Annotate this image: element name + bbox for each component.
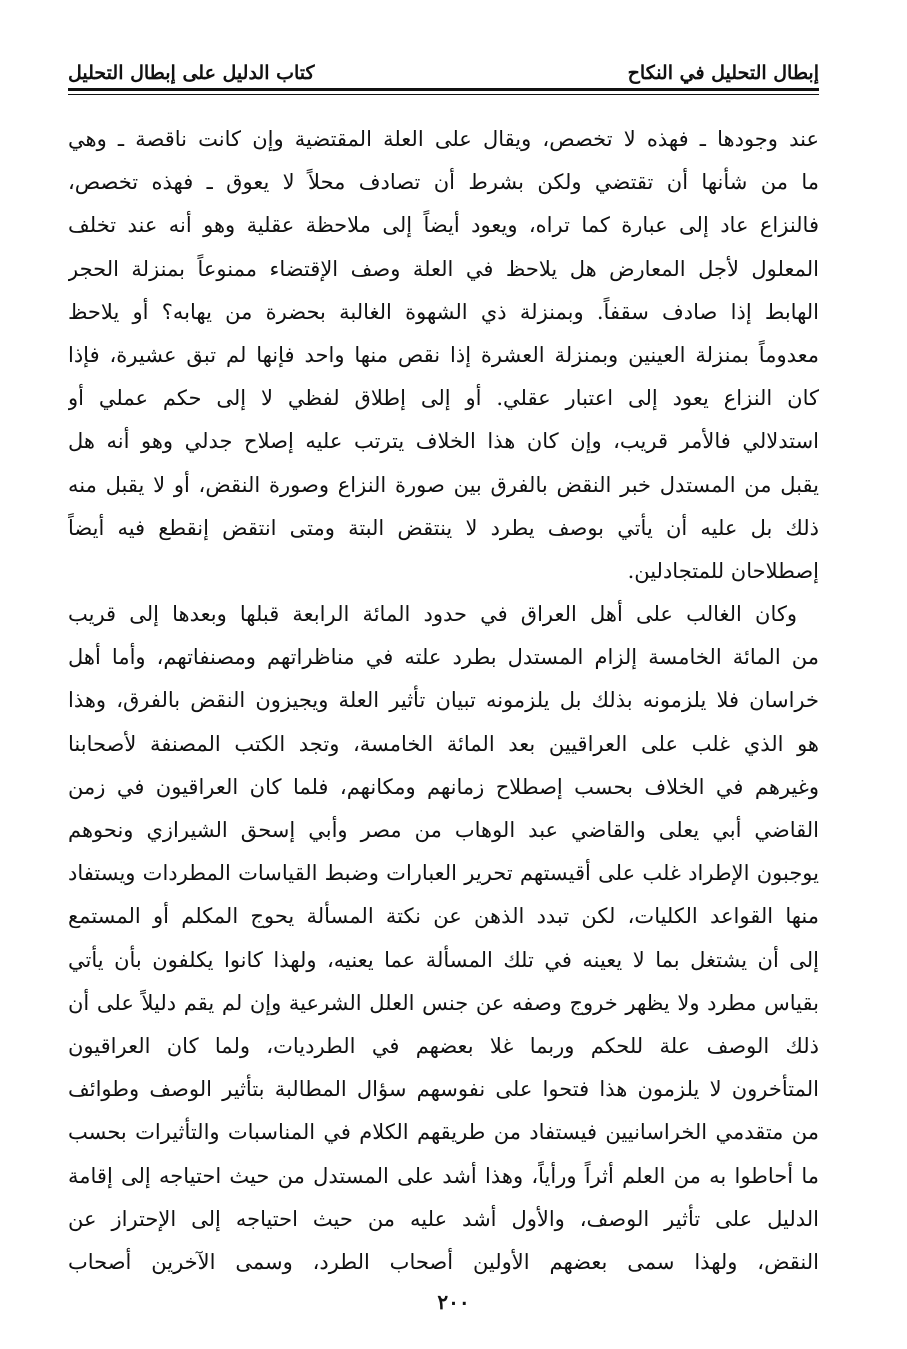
text-line: من متقدمي الخراسانيين فيستفاد من طريقهم الكلام في المناسبات والتأثيرات بحسب	[68, 1120, 819, 1145]
text-line: خراسان فلا يلزمونه بذلك بل يلزمونه تبيان تأثير العلة ويجيزون النقض بالفرق، وهذا	[68, 688, 819, 713]
text-line: وكان الغالب على أهل العراق في حدود المائة الرابعة قبلها وبعدها إلى قريب	[68, 602, 797, 627]
paragraph-2	[68, 593, 819, 1284]
text-line: وغيرهم في الخلاف بحسب إصطلاح زمانهم ومكانهم، فلما كان العراقيون في زمن	[68, 774, 819, 799]
text-line: القاضي أبي يعلى والقاضي عبد الوهاب من مصر وأبي إسحق الشيرازي ونحوهم	[68, 818, 819, 842]
text-line: ما من شأنها أن تقتضي ولكن بشرط أن تصادف محلاً لا يعوق ـ فهذه تخصص،	[68, 170, 819, 195]
running-header	[68, 58, 819, 88]
text-line: إلى أن يشتغل بما لا يعينه في تلك المسألة عما يعنيه، ولهذا كانوا يكلفون بأن يأتي	[68, 947, 819, 972]
text-line: عند وجودها ـ فهذه لا تخصص، ويقال على العلة المقتضية وإن كانت ناقصة ـ وهي	[68, 127, 819, 151]
text-line: يقبل من المستدل خبر النقض بالفرق بين صورة النزاع وصورة النقض، أو لا يقبل منه	[68, 472, 819, 497]
text-line: إصطلاحان للمتجادلين.	[627, 558, 819, 583]
text-line: المتأخرون لا يلزمون هذا فتحوا على نفوسهم سؤال المطالبة بتأثير الوصف وطوائف	[68, 1077, 819, 1102]
header-rule-thin	[68, 94, 819, 95]
text-line: منها القواعد الكليات، لكن تبدد الذهن عن نكتة المسألة يحوج المكلم أو المستمع	[68, 904, 819, 929]
text-line: استدلالي فالأمر قريب، وإن كان هذا الخلاف يترتب عليه إصلاح جدلي وهو أنه هل	[68, 429, 819, 454]
text-line: كان النزاع يعود إلى اعتبار عقلي. أو إلى إطلاق لفظي لا إلى حكم عملي أو	[68, 386, 819, 411]
header-left-title: كتاب الدليل على إبطال التحليل	[68, 62, 315, 84]
text-line: هو الذي غلب على العراقيين بعد المائة الخامسة، وتجد الكتب المصنفة لأصحابنا	[68, 731, 819, 756]
text-line: معدوماً بمنزلة العينين وبمنزلة العشرة إذا نقص منها واحد فإنها لم تبق عشيرة، فإذا	[68, 342, 819, 367]
text-line: ما أحاطوا به من العلم أثراً ورأياً، وهذا أشد على المستدل من حيث احتياجه إلى إقامة	[68, 1163, 819, 1188]
text-line: يوجبون الإطراد غلب على أقيستهم تحرير العبارات وضبط القياسات المطردات ويستفاد	[68, 861, 819, 886]
body-text	[68, 118, 819, 1284]
header-rule-thick	[68, 88, 819, 91]
text-line: الهابط إذا صادف سقفاً. وبمنزلة ذي الشهوة الغالبة بحضرة من يهابه؟ أو يلاحظ	[68, 299, 819, 324]
paragraph-1	[68, 118, 819, 593]
text-line: الدليل على تأثير الوصف، والأول أشد عليه من حيث احتياجه إلى الإحتراز عن	[68, 1206, 819, 1231]
text-line: ذلك الوصف علة للحكم وربما غلا بعضهم في الطرديات، ولما كان العراقيون	[68, 1033, 819, 1058]
text-line: من المائة الخامسة إلزام المستدل بطرد علته في مناظراتهم ومصنفاتهم، وأما أهل	[68, 645, 819, 670]
text-line: ذلك بل عليه أن يأتي بوصف يطرد لا ينتقض البتة ومتى انتقض إنقطع فيه أيضاً	[68, 515, 819, 540]
page-number: ٢٠٠	[437, 1290, 470, 1314]
text-line: فالنزاع عاد إلى عبارة كما تراه، ويعود أيضاً إلى ملاحظة عقلية وهو أنه عند تخلف	[68, 213, 819, 238]
text-line: بقياس مطرد ولا يظهر خروج وصفه عن جنس العلل الشرعية وإن لم يقم دليلاً على أن	[68, 990, 819, 1015]
text-line: النقض، ولهذا سمى بعضهم الأولين أصحاب الطرد، وسمى الآخرين أصحاب	[68, 1249, 819, 1274]
text-line: المعلول لأجل المعارض هل يلاحظ في العلة وصف الإقتضاء ممنوعاً بمنزلة الحجر	[68, 256, 819, 281]
header-right-title: إبطال التحليل في النكاح	[627, 62, 819, 84]
